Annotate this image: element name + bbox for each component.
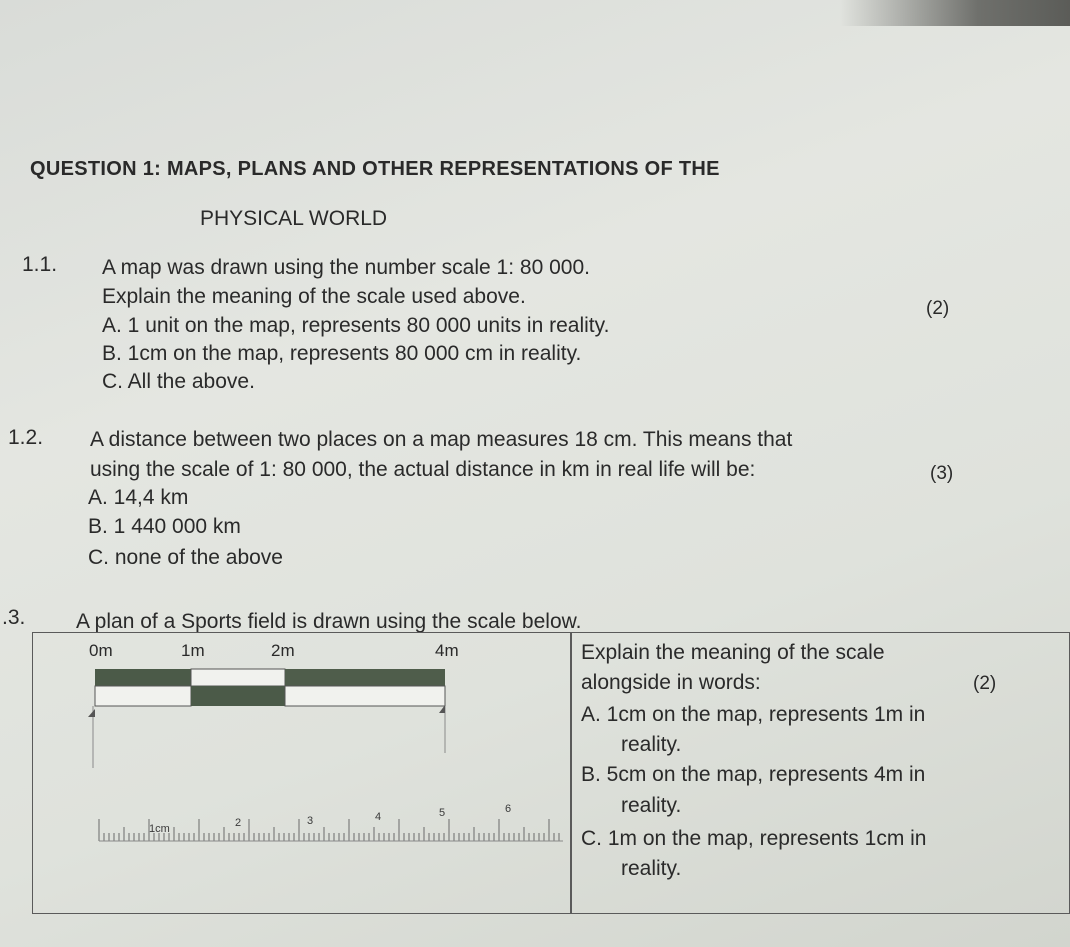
ruler-label-3: 3	[307, 815, 314, 827]
q3-prompt-line2: alongside in words:	[581, 671, 761, 694]
scale-label-2m: 2m	[271, 641, 295, 660]
q3-option-a-cont: reality.	[621, 733, 682, 756]
q2-text-line1: A distance between two places on a map measures 18 cm. This means that	[90, 428, 793, 451]
q1-option-a: A. 1 unit on the map, represents 80 000 units in reality.	[102, 314, 610, 337]
q2-option-b: B. 1 440 000 km	[88, 515, 241, 538]
ruler-label-1: 1cm	[149, 823, 170, 835]
q1-text-line2: Explain the meaning of the scale used above.	[102, 285, 526, 308]
scale-segment-3	[285, 669, 445, 686]
q3-option-a: A. 1cm on the map, represents 1m in	[581, 703, 926, 726]
ruler-label-6: 6	[505, 803, 512, 815]
q3-table-divider	[570, 633, 572, 913]
q2-option-a: A. 14,4 km	[88, 486, 189, 509]
scale-segment-6	[285, 686, 445, 706]
question-title-line1: QUESTION 1: MAPS, PLANS AND OTHER REPRESENTATIONS OF THE	[30, 158, 720, 180]
ruler-label-5: 5	[439, 807, 446, 819]
scale-segment-4	[95, 686, 191, 706]
q3-marks: (2)	[973, 673, 997, 694]
scale-label-4m: 4m	[435, 641, 459, 660]
q3-number: .3.	[2, 606, 26, 629]
q1-marks: (2)	[926, 298, 950, 319]
q3-prompt-line1: Explain the meaning of the scale	[581, 641, 885, 664]
q2-option-c: C. none of the above	[88, 546, 283, 569]
q1-option-c: C. All the above.	[102, 370, 255, 393]
scale-label-0m: 0m	[89, 641, 113, 660]
q3-text-line1: A plan of a Sports field is drawn using the scale below.	[76, 610, 582, 633]
scale-segment-1	[95, 669, 191, 686]
q2-marks: (3)	[930, 463, 954, 484]
q3-option-b-cont: reality.	[621, 794, 682, 817]
background-shadow	[840, 0, 1070, 26]
q1-number: 1.1.	[22, 253, 58, 276]
q1-text-line1: A map was drawn using the number scale 1: 80 000.	[102, 256, 590, 279]
scale-bar-graphic	[33, 633, 570, 913]
scale-segment-2	[191, 669, 285, 686]
scale-segment-5	[191, 686, 285, 706]
q3-option-c-cont: reality.	[621, 857, 682, 880]
question-title-line2: PHYSICAL WORLD	[200, 207, 388, 230]
q1-option-b: B. 1cm on the map, represents 80 000 cm in reality.	[102, 342, 582, 365]
q2-text-line2: using the scale of 1: 80 000, the actual distance in km in real life will be:	[90, 458, 756, 481]
ruler-label-4: 4	[375, 811, 382, 823]
ruler-label-2: 2	[235, 817, 242, 829]
scale-label-1m: 1m	[181, 641, 205, 660]
q3-table	[32, 632, 1070, 914]
q3-option-c: C. 1m on the map, represents 1cm in	[581, 827, 927, 850]
q3-option-b: B. 5cm on the map, represents 4m in	[581, 763, 926, 786]
q2-number: 1.2.	[8, 426, 44, 449]
